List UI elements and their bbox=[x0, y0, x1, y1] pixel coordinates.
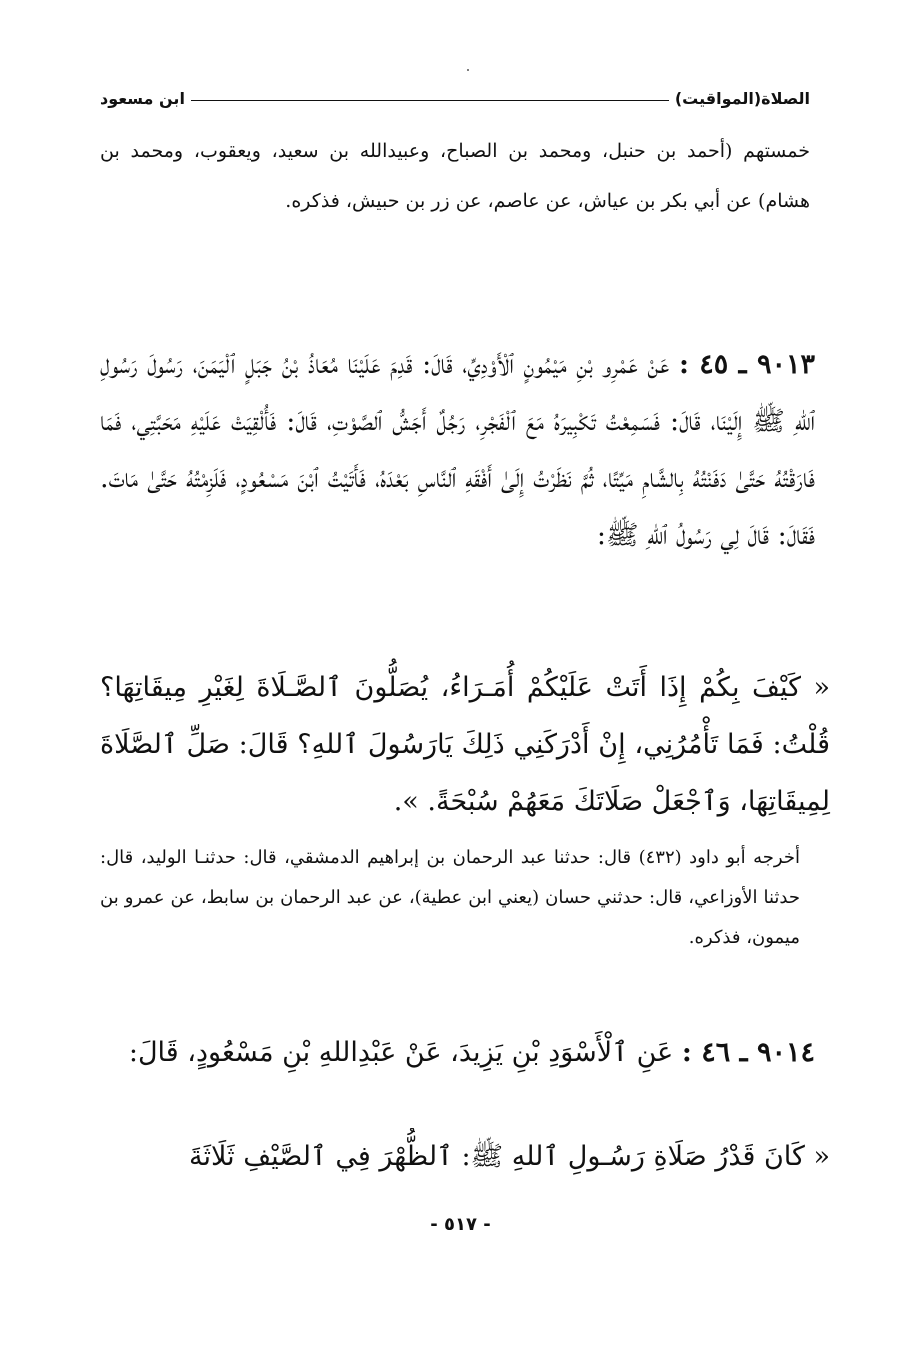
hadith-number: ٩٠١٤ ـ ٤٦ : bbox=[681, 1037, 815, 1068]
hadith-9014-quote bbox=[100, 1128, 830, 1185]
paragraph-text: خمستهم (أحمد بن حنبل، ومحمد بن الصباح، وعبيدالله بن سعيد، ويعقوب، ومحمد بن هشام) عن أبي بكر بن عياش، عن عاصم، عن زر بن حبيش، فذكره. bbox=[100, 140, 810, 212]
page-speck bbox=[467, 69, 469, 71]
running-header bbox=[100, 82, 810, 114]
hadith-9013-quote bbox=[100, 659, 830, 830]
hadith-number: ٩٠١٣ ـ ٤٥ : bbox=[678, 349, 815, 380]
paragraph-chain-continuation bbox=[100, 126, 810, 226]
page-number: - ٥١٧ - bbox=[430, 1214, 491, 1235]
hadith-quote-text: « كَانَ قَدْرُ صَلَاةِ رَسُـولِ ٱللهِ ﷺ: ٱلظُّهْرَ فِي ٱلصَّيْفِ ثَلَاثَةَ bbox=[189, 1141, 830, 1172]
hadith-9014 bbox=[100, 1024, 815, 1081]
header-rule bbox=[191, 100, 669, 101]
hadith-9013 bbox=[100, 336, 815, 564]
hadith-quote-text: « كَيْفَ بِكُمْ إِذَا أَتَتْ عَلَيْكُمْ أُمَـرَاءُ، يُصَلُّونَ ٱلصَّـلَاةَ لِغَيْرِ مِيقَاتِهَا؟ قُلْتُ: فَمَا تَأْمُرُنِي، إِنْ أَدْرَكَنِي ذَلِكَ يَارَسُولَ ٱللهِ؟ قَالَ: صَلِّ ٱلصَّلَاةَ لِمِيقَاتِهَا، وَٱجْعَلْ صَلَاتَكَ مَعَهُمْ سُبْحَةً. ». bbox=[100, 672, 830, 817]
header-section-title: ابن مسعود bbox=[100, 88, 185, 108]
header-chapter-title: الصلاة(المواقيت) bbox=[674, 88, 810, 108]
hadith-text: عَنِ ٱلْأَسْوَدِ بْنِ يَزِيدَ، عَنْ عَبْدِاللهِ بْنِ مَسْعُودٍ، قَالَ: bbox=[128, 1037, 674, 1068]
takhrij-note bbox=[100, 838, 800, 958]
hadith-text: عَنْ عَمْرِو بْنِ مَيْمُونٍ ٱلْأَوْدِيِّ، قَالَ: قَدِمَ عَلَيْنَا مُعَاذُ بْنُ جَبَلٍ ٱلْيَمَنَ، رَسُولَ رَسُولِ ٱللهِ ﷺ إِلَيْنَا، قَالَ: فَسَمِعْتُ تَكْبِيرَهُ مَعَ ٱلْفَجْرِ، رَجُلٌ أَجَشُّ ٱلصَّوْتِ، قَالَ: فَأُلْقِيَتْ عَلَيْهِ مَحَبَّتِي، فَمَا فَارَقْتُهُ حَتَّىٰ دَفَنْتُهُ بِالشَّامِ مَيِّتًا، ثُمَّ نَظَرْتُ إِلَىٰ أَفْقَهِ ٱلنَّاسِ بَعْدَهُ، فَأَتَيْتُ ٱبْنَ مَسْعُودٍ، فَلَزِمْتُهُ حَتَّىٰ مَاتَ. فَقَالَ: قَالَ لِي رَسُولُ ٱللهِ ﷺ: bbox=[100, 349, 815, 551]
note-text: أخرجه أبو داود (٤٣٢) قال: حدثنا عبد الرحمان بن إبراهيم الدمشقي، قال: حدثنـا الوليد، قال: حدثنا الأوزاعي، قال: حدثني حسان (يعني ابن عطية)، عن عبد الرحمان بن سابط، عن عمرو بن ميمون، فذكره. bbox=[100, 847, 800, 948]
